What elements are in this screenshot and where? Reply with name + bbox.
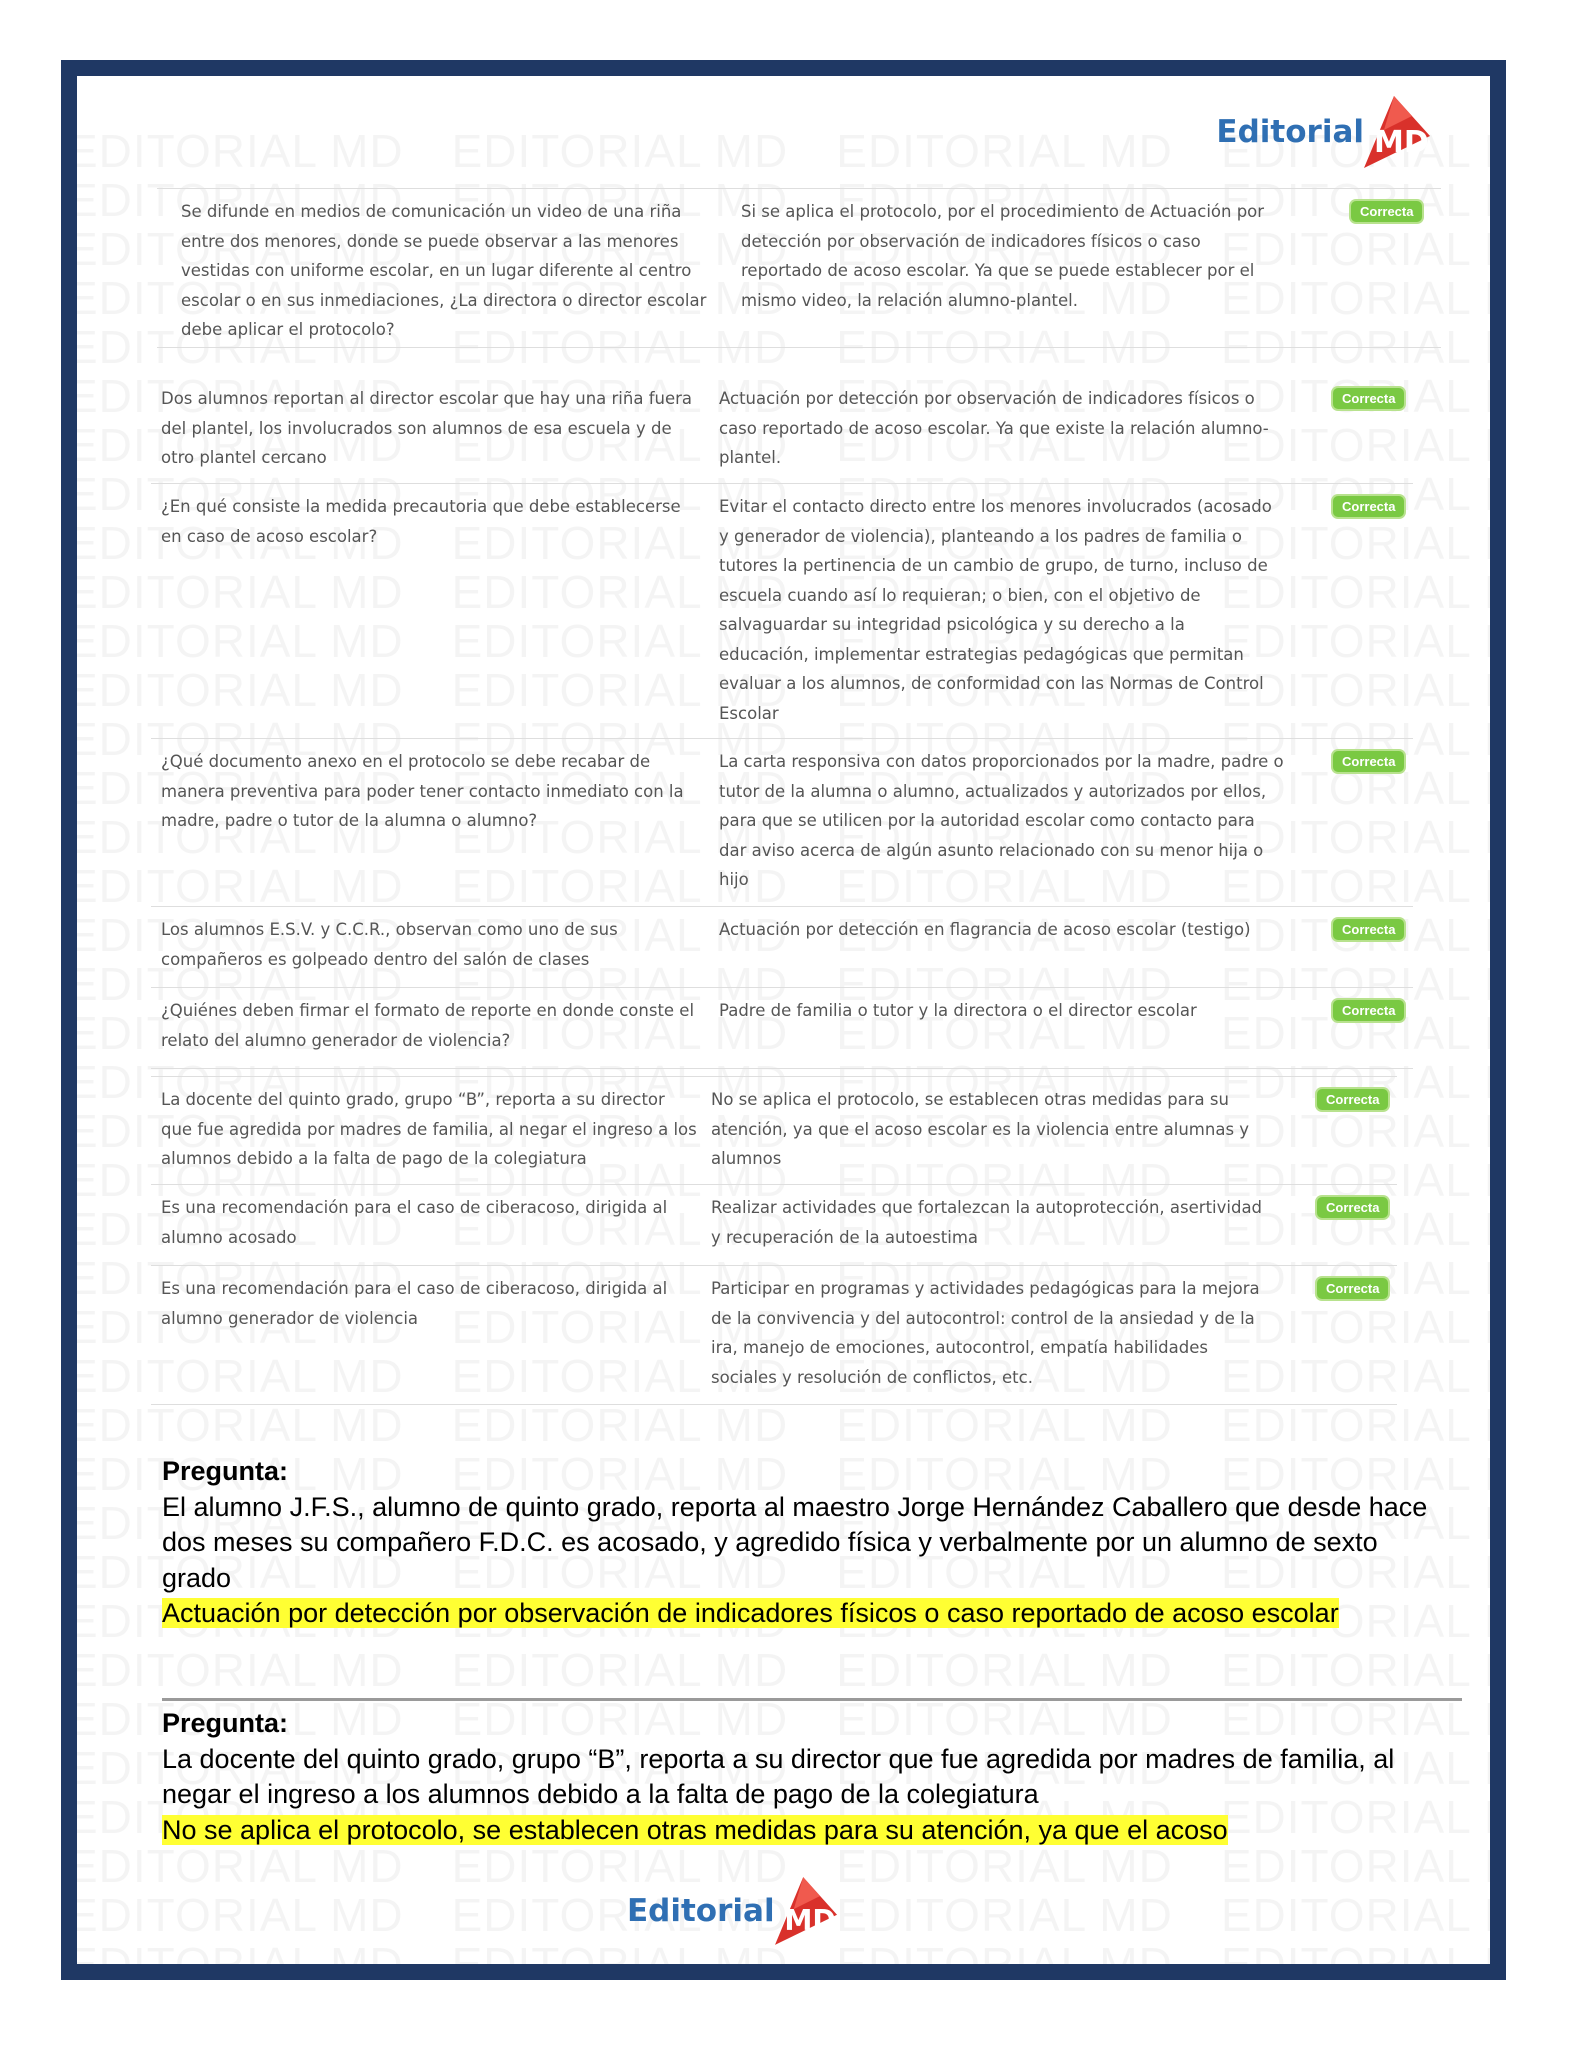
section-divider <box>162 1698 1462 1701</box>
logo-text: Editorial <box>627 1893 775 1929</box>
answer-highlight <box>162 1813 1452 1849</box>
table-row <box>151 484 1413 739</box>
table-row <box>151 376 1413 484</box>
editorial-md-logo-bottom <box>627 1876 837 1946</box>
answer-text: Actuación por detección en flagrancia de acoso escolar (testigo) <box>719 920 1251 939</box>
table-row <box>151 1077 1397 1185</box>
answer-text: No se aplica el protocolo, se establecen otras medidas para su atención, ya que el acoso <box>162 1814 1228 1845</box>
question-section-1 <box>162 1454 1452 1632</box>
question-text: Es una recomendación para el caso de ciberacoso, dirigida al alumno generador de violencia <box>161 1279 668 1328</box>
question-text: Los alumnos E.S.V. y C.C.R., observan como uno de sus compañeros es golpeado dentro del salón de clases <box>161 920 618 969</box>
watermark-row <box>77 1398 1490 1452</box>
question-text: ¿Quiénes deben firmar el formato de reporte en donde conste el relato del alumno generador de violencia? <box>161 1001 695 1050</box>
page-frame <box>61 60 1506 1980</box>
question-text: ¿Qué documento anexo en el protocolo se debe recabar de manera preventiva para poder tener contacto inmediato con la madre, padre o tutor de la alumna o alumno? <box>161 752 684 830</box>
status-badge: Correcta <box>1333 1000 1404 1021</box>
svg-text:MD: MD <box>1374 125 1429 160</box>
question-text: Es una recomendación para el caso de ciberacoso, dirigida al alumno acosado <box>161 1198 668 1247</box>
answer-text: No se aplica el protocolo, se establecen otras medidas para su atención, ya que el acoso escolar es la violencia entre alumnas y alumnos <box>711 1090 1250 1168</box>
question-text: La docente del quinto grado, grupo “B”, reporta a su director que fue agredida por madres de familia, al negar el ingreso a los alumnos debido a la falta de pago de la colegiatura <box>161 1090 697 1168</box>
watermark-row <box>77 1643 1490 1697</box>
answer-text: Si se aplica el protocolo, por el procedimiento de Actuación por detección por observación de indicadores físicos o caso reportado de acoso escolar. Ya que se puede establecer por el mismo video, la relación alumno-plantel. <box>741 202 1265 310</box>
table-row <box>151 739 1413 907</box>
status-badge: Correcta <box>1333 388 1404 409</box>
answer-text: Participar en programas y actividades pedagógicas para la mejora de la convivencia y del autocontrol: control de la ansiedad y de la ira, manejo de emociones, autocontrol, empatía habilidades sociales y resolución de conflictos, etc. <box>711 1279 1260 1387</box>
answer-text: Evitar el contacto directo entre los menores involucrados (acosado y generador de violencia), planteando a los padres de familia o tutores la pertinencia de un cambio de grupo, de turno, incluso de escuela cuando así lo requieran; o bien, con el objetivo de salvaguardar su integridad psicológica y su derecho a la educación, implementar estrategias pedagógicas que permitan evaluar a los alumnos, de conformidad con las Normas de Control Escolar <box>719 497 1272 723</box>
qa-table-block-3 <box>151 1076 1397 1405</box>
status-badge: Correcta <box>1351 201 1422 222</box>
logo-text: Editorial <box>1216 114 1364 150</box>
status-badge: Correcta <box>1317 1197 1388 1218</box>
qa-table-block-2 <box>151 376 1413 1069</box>
status-badge: Correcta <box>1317 1089 1388 1110</box>
md-logo-icon <box>775 1876 837 1946</box>
answer-text: La carta responsiva con datos proporcionados por la madre, padre o tutor de la alumna o alumno, actualizados y autorizados por ellos, para que se utilicen por la autoridad escolar como contacto para dar aviso acerca de algún asunto relacionado con su menor hija o hijo <box>719 752 1284 889</box>
svg-text:MD: MD <box>783 1903 836 1937</box>
table-row <box>157 188 1441 348</box>
answer-highlight <box>162 1596 1452 1632</box>
table-row <box>151 907 1413 988</box>
md-logo-icon <box>1364 96 1430 168</box>
status-badge: Correcta <box>1333 751 1404 772</box>
answer-text: Actuación por detección por observación de indicadores físicos o caso reportado de acoso escolar <box>162 1598 1339 1628</box>
answer-text: Realizar actividades que fortalezcan la autoprotección, asertividad y recuperación de la autoestima <box>711 1198 1263 1247</box>
table-row <box>151 1266 1397 1405</box>
question-text: La docente del quinto grado, grupo “B”, reporta a su director que fue agredida por madres de familia, al negar el ingreso a los alumnos debido a la falta de pago de la colegiatura <box>162 1743 1395 1809</box>
status-badge: Correcta <box>1333 496 1404 517</box>
status-badge: Correcta <box>1333 919 1404 940</box>
table-row <box>151 1185 1397 1266</box>
question-text: El alumno J.F.S., alumno de quinto grado, reporta al maestro Jorge Hernández Caballero que desde hace dos meses su compañero F.D.C. es acosado, y agredido física y verbalmente por un alumno de sexto grado <box>162 1491 1428 1593</box>
question-text: Se difunde en medios de comunicación un video de una riña entre dos menores, donde se puede observar a las menores vestidas con uniforme escolar, en un lugar diferente al centro escolar o en sus inmediaciones, ¿La directora o director escolar debe aplicar el protocolo? <box>181 202 707 339</box>
qa-table-block-1 <box>157 188 1441 348</box>
question-label: Pregunta: <box>162 1708 289 1738</box>
status-badge: Correcta <box>1317 1278 1388 1299</box>
editorial-md-logo-top <box>1216 96 1430 168</box>
answer-text: Actuación por detección por observación de indicadores físicos o caso reportado de acoso escolar. Ya que existe la relación alumno-plantel. <box>719 389 1269 467</box>
question-label: Pregunta: <box>162 1456 289 1486</box>
question-text: Dos alumnos reportan al director escolar que hay una riña fuera del plantel, los involucrados son alumnos de esa escuela y de otro plantel cercano <box>161 389 693 467</box>
question-section-2 <box>162 1706 1452 1848</box>
question-text: ¿En qué consiste la medida precautoria que debe establecerse en caso de acoso escolar? <box>161 497 681 546</box>
table-row <box>151 988 1413 1069</box>
answer-text: Padre de familia o tutor y la directora o el director escolar <box>719 1001 1197 1020</box>
